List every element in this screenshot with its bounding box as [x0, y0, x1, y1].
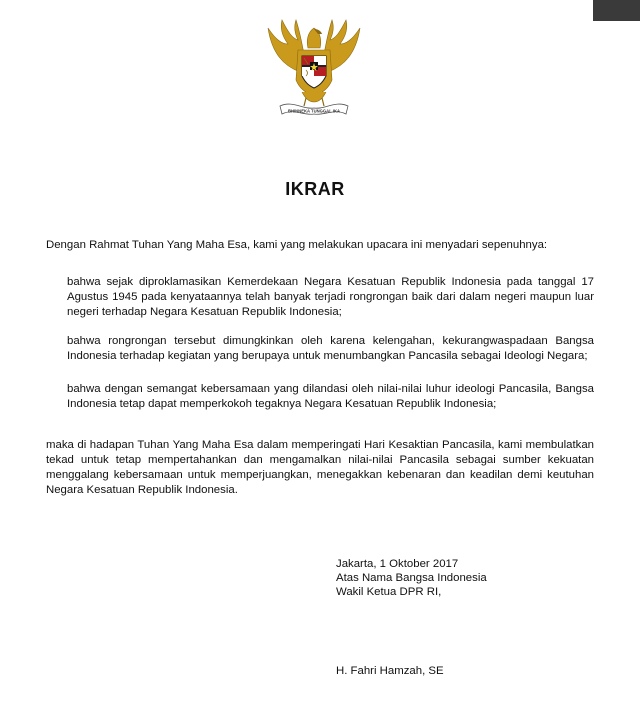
- closing-paragraph: maka di hadapan Tuhan Yang Maha Esa dalam memperingati Hari Kesaktian Pancasila, kami membulatkan tekad untuk tetap mempertahankan dan mengamalkan nilai-nilai Pancasila sebagai sumber kekuatan menggalang kebersamaan untuk memperjuangkan, menegakkan kebenaran dan keadilan demi keutuhan Negara Kesatuan Republik Indonesia.: [46, 439, 594, 496]
- garuda-pancasila-emblem-icon: [262, 14, 366, 118]
- intro-paragraph: Dengan Rahmat Tuhan Yang Maha Esa, kami yang melakukan upacara ini menyadari sepenuhnya:: [46, 239, 548, 251]
- consideration-paragraph-1: bahwa sejak diproklamasikan Kemerdekaan Negara Kesatuan Republik Indonesia pada tanggal 17 Agustus 1945 pada kenyataannya telah banyak terjadi rongrongan baik dari dalam negeri maupun luar negeri terhadap Negara Kesatuan Republik Indonesia;: [67, 276, 594, 318]
- signature-on-behalf: Atas Nama Bangsa Indonesia: [336, 572, 487, 584]
- consideration-paragraph-3: bahwa dengan semangat kebersamaan yang dilandasi oleh nilai-nilai luhur ideologi Pancasila, Bangsa Indonesia tetap dapat memperkokoh tegaknya Negara Kesatuan Republik Indonesia;: [67, 383, 594, 410]
- signature-position: Wakil Ketua DPR RI,: [336, 586, 442, 598]
- emblem-motto: BHINNEKA TUNGGAL IKA: [287, 108, 341, 114]
- signatory-name: H. Fahri Hamzah, SE: [336, 665, 444, 677]
- corner-tab: [593, 0, 640, 21]
- consideration-paragraph-2: bahwa rongrongan tersebut dimungkinkan oleh karena kelengahan, kekurangwaspadaan Bangsa Indonesia terhadap kegiatan yang berupaya untuk menumbangkan Pancasila sebagai Ideologi Negara;: [67, 335, 594, 362]
- document-title: IKRAR: [285, 179, 345, 199]
- signature-place-date: Jakarta, 1 Oktober 2017: [336, 558, 459, 570]
